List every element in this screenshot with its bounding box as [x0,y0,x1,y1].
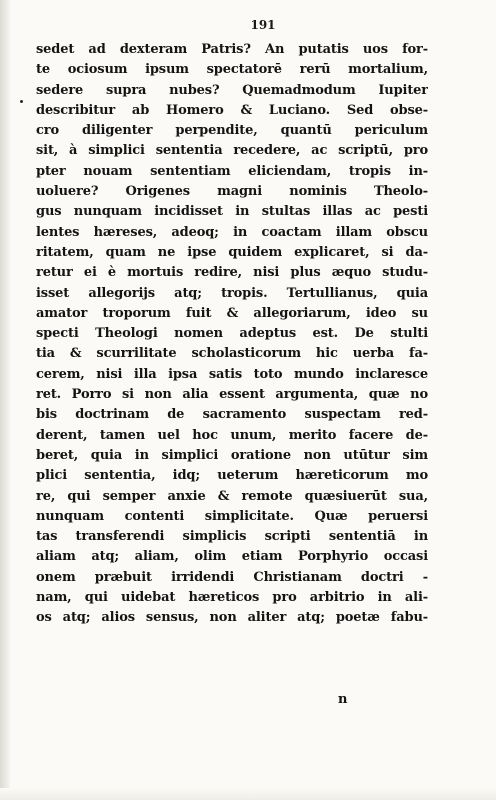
text-line: ritatem, quam ne ipse quidem explicaret, si da- [36,244,428,260]
catchword: n [338,692,348,707]
page-bottom-edge [0,788,496,800]
body-text [36,40,428,629]
text-line: nunquam contenti simplicitate. Quæ peruersi [36,508,428,524]
text-line: nam, qui uidebat hæreticos pro arbitrio in ali- [36,590,428,606]
text-line: gus nunquam incidisset in stultas illas ac pesti [36,204,428,220]
text-line: sedere supra nubes? Quemadmodum Iupiter [36,82,428,98]
text-line: plici sententia, idq; ueterum hæreticorum mo [36,468,428,484]
text-line: os atq; alios sensus, non aliter atq; poetæ fabu- [36,610,428,626]
text-line: tas transferendi simplicis scripti sententiā in [36,529,428,545]
text-line: sedet ad dexteram Patris? An putatis uos for- [36,42,428,57]
text-line: onem præbuit irridendi Christianam doctri - [36,569,428,585]
text-line: bis doctrinam de sacramento suspectam red- [36,407,428,423]
text-line: derent, tamen uel hoc unum, merito facere de- [36,427,428,443]
text-line: amator troporum fuit & allegoriarum, ideo su [36,305,428,321]
text-line: beret, quia in simplici oratione non utūtur sim [36,447,428,463]
text-line: uoluere? Origenes magni nominis Theolo- [36,184,428,200]
text-line: tia & scurrilitate scholasticorum hic uerba fa- [36,346,428,362]
text-line: sit, à simplici sententia recedere, ac scriptū, pro [36,143,428,159]
text-line: specti Theologi nomen adeptus est. De stulti [36,326,428,342]
text-line: cro diligenter perpendite, quantū periculum [36,123,428,139]
ink-speck [20,100,23,103]
text-line: pter nouam sententiam eliciendam, tropis in- [36,163,428,179]
text-line: ret. Porro si non alia essent argumenta, quæ no [36,387,428,403]
text-line: describitur ab Homero & Luciano. Sed obse- [36,102,428,118]
text-line: isset allegorijs atq; tropis. Tertullianus, quia [36,285,428,301]
text-line: cerem, nisi illa ipsa satis toto mundo inclaresce [36,366,428,382]
page-gutter [0,0,10,800]
text-line: retur ei è mortuis redire, nisi plus æquo studu- [36,265,428,281]
text-line: re, qui semper anxie & remote quæsiuerūt sua, [36,488,428,504]
text-line: aliam atq; aliam, olim etiam Porphyrio occasi [36,549,428,565]
text-line: te ociosum ipsum spectatorē rerū mortalium, [36,62,428,78]
page-number: 191 [250,18,276,32]
text-line: lentes hæreses, adeoq; in coactam illam obscu [36,224,428,240]
